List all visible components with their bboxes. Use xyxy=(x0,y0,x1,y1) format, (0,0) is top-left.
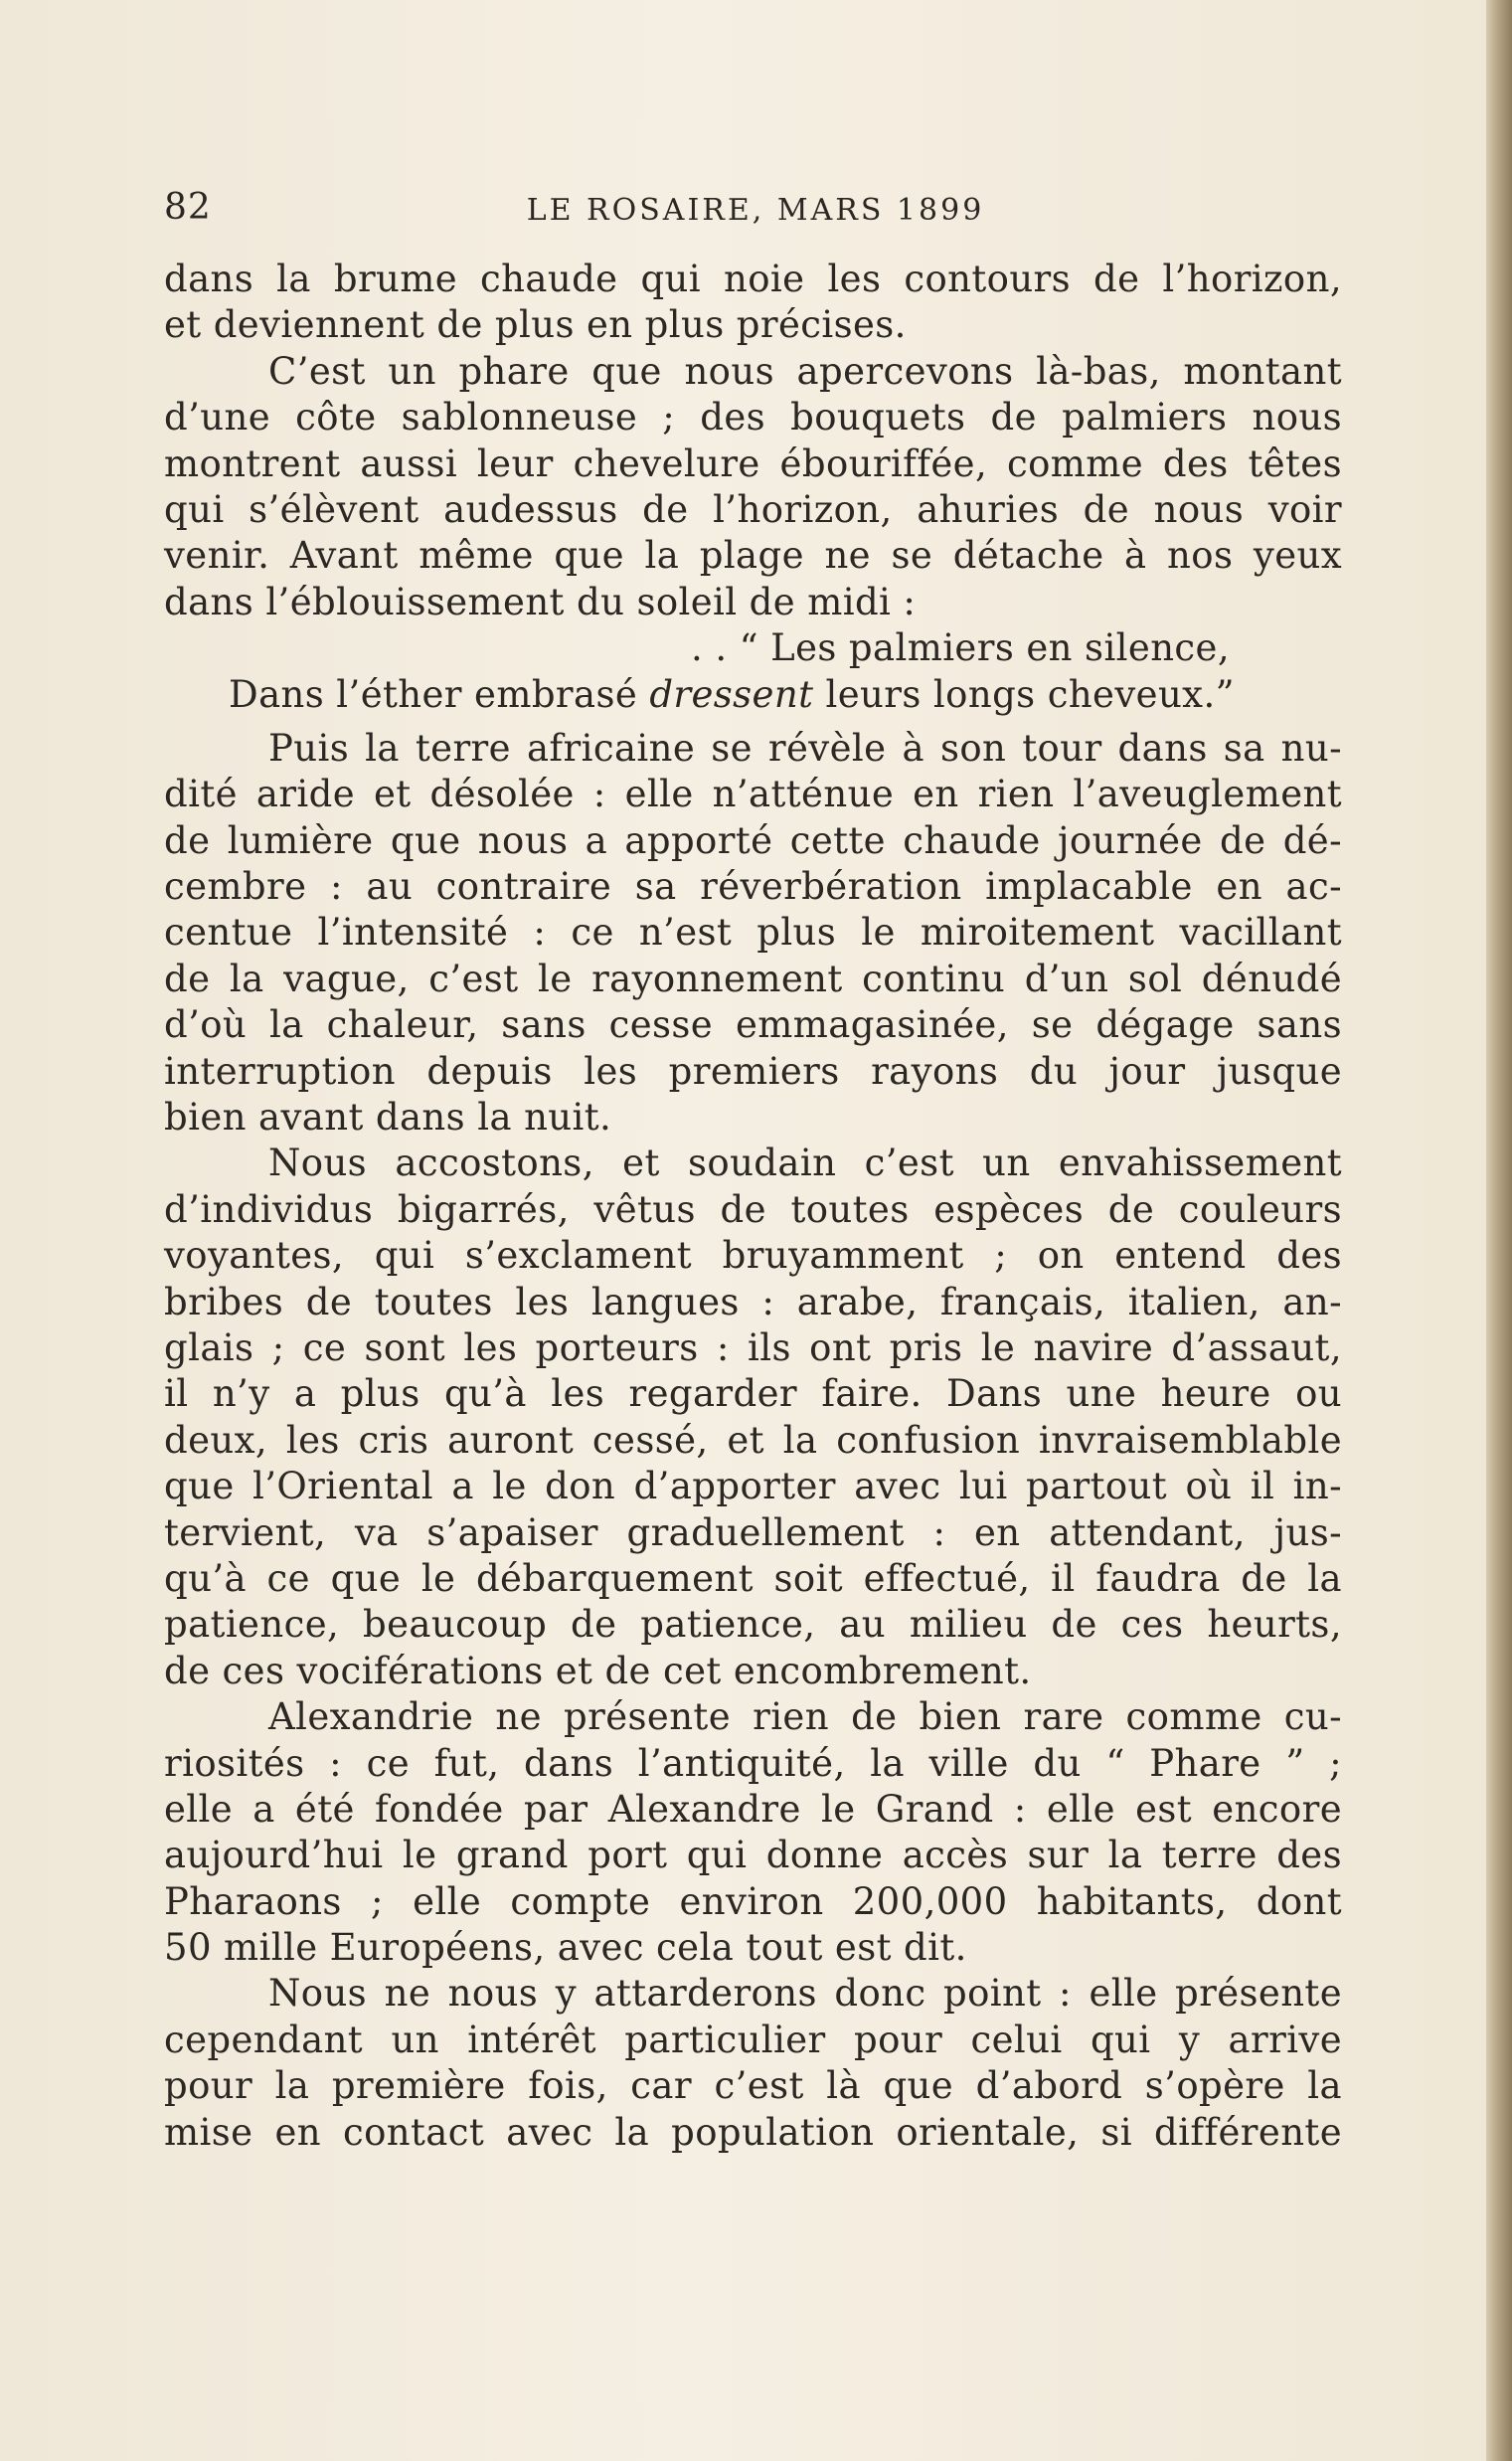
text-line: centue l’intensité : ce n’est plus le miroitement vacillant xyxy=(164,911,1342,955)
text-line: 50 mille Européens, avec cela tout est dit. xyxy=(164,1926,967,1970)
text-line: mise en contact avec la population orientale, si différente xyxy=(164,2110,1342,2154)
text-line: bribes de toutes les langues : arabe, français, italien, an- xyxy=(164,1280,1342,1323)
text-line: cependant un intérêt particulier pour celui qui y arrive xyxy=(164,2018,1342,2061)
text-line: de la vague, c’est le rayonnement continu d’un sol dénudé xyxy=(164,957,1342,1000)
text-line: dans l’éblouissement du soleil de midi : xyxy=(164,580,917,623)
text-line: de lumière que nous a apporté cette chaude journée de dé- xyxy=(164,818,1342,862)
text-line: glais ; ce sont les porteurs : ils ont pris le navire d’assaut, xyxy=(164,1325,1342,1369)
text-line: Nous accostons, et soudain c’est un envahissement xyxy=(268,1142,1342,1185)
page-header xyxy=(164,187,1347,237)
text-line: dité aride et désolée : elle n’atténue en rien l’aveuglement xyxy=(164,773,1342,816)
text-line: elle a été fondée par Alexandre le Grand : elle est encore xyxy=(164,1787,1342,1831)
verse-text: Dans l’éther embrasé xyxy=(229,672,638,716)
text-line: patience, beaucoup de patience, au milieu de ces heurts, xyxy=(164,1603,1342,1647)
text-line: aujourd’hui le grand port qui donne accès sur la terre des xyxy=(164,1834,1342,1877)
text-line: Nous ne nous y attarderons donc point : elle présente xyxy=(268,1972,1342,2016)
verse-text: leurs longs cheveux.” xyxy=(825,672,1235,716)
text-line: Puis la terre africaine se révèle à son tour dans sa nu- xyxy=(268,726,1342,770)
text-line: cembre : au contraire sa réverbération implacable en ac- xyxy=(164,865,1342,909)
text-line: interruption depuis les premiers rayons du jour jusque xyxy=(164,1049,1342,1093)
text-line: Alexandrie ne présente rien de bien rare comme cu- xyxy=(268,1695,1342,1739)
text-line: Pharaons ; elle compte environ 200,000 habitants, dont xyxy=(164,1879,1342,1923)
text-line: C’est un phare que nous apercevons là-bas, montant xyxy=(268,349,1342,393)
text-line: qui s’élèvent audessus de l’horizon, ahuries de nous voir xyxy=(164,487,1342,531)
verse-line: . . “ Les palmiers en silence, xyxy=(691,626,1231,670)
running-title: LE ROSAIRE, MARS 1899 xyxy=(526,193,985,228)
text-line: tervient, va s’apaiser graduellement : en attendant, jus- xyxy=(164,1510,1342,1554)
text-line: pour la première fois, car c’est là que d’abord s’opère la xyxy=(164,2064,1342,2108)
page-number: 82 xyxy=(164,187,212,228)
text-line: bien avant dans la nuit. xyxy=(164,1096,612,1140)
body-text xyxy=(164,257,1342,2156)
text-line: dans la brume chaude qui noie les contours de l’horizon, xyxy=(164,258,1342,300)
text-line: d’une côte sablonneuse ; des bouquets de palmiers nous xyxy=(164,396,1342,439)
text-line: de ces vociférations et de cet encombrement. xyxy=(164,1649,1032,1692)
text-line: d’individus bigarrés, vêtus de toutes espèces de couleurs xyxy=(164,1187,1342,1231)
text-line: voyantes, qui s’exclament bruyamment ; on entend des xyxy=(164,1234,1342,1278)
text-line: d’où la chaleur, sans cesse emmagasinée, se dégage sans xyxy=(164,1003,1342,1047)
text-line: venir. Avant même que la plage ne se détache à nos yeux xyxy=(164,534,1342,578)
text-line: il n’y a plus qu’à les regarder faire. Dans une heure ou xyxy=(164,1372,1342,1416)
verse-line xyxy=(164,672,1342,718)
text-line: que l’Oriental a le don d’apporter avec lui partout où il in- xyxy=(164,1465,1342,1508)
verse-italic-word: dressent xyxy=(649,672,814,716)
text-line: qu’à ce que le débarquement soit effectué, il faudra de la xyxy=(164,1556,1342,1600)
text-line: deux, les cris auront cessé, et la confusion invraisemblable xyxy=(164,1418,1342,1462)
text-line: riosités : ce fut, dans l’antiquité, la ville du “ Phare ” ; xyxy=(164,1741,1342,1785)
text-line: et deviennent de plus en plus précises. xyxy=(164,303,907,347)
text-line: montrent aussi leur chevelure ébouriffée, comme des têtes xyxy=(164,441,1342,485)
page-edge xyxy=(1486,0,1512,2461)
